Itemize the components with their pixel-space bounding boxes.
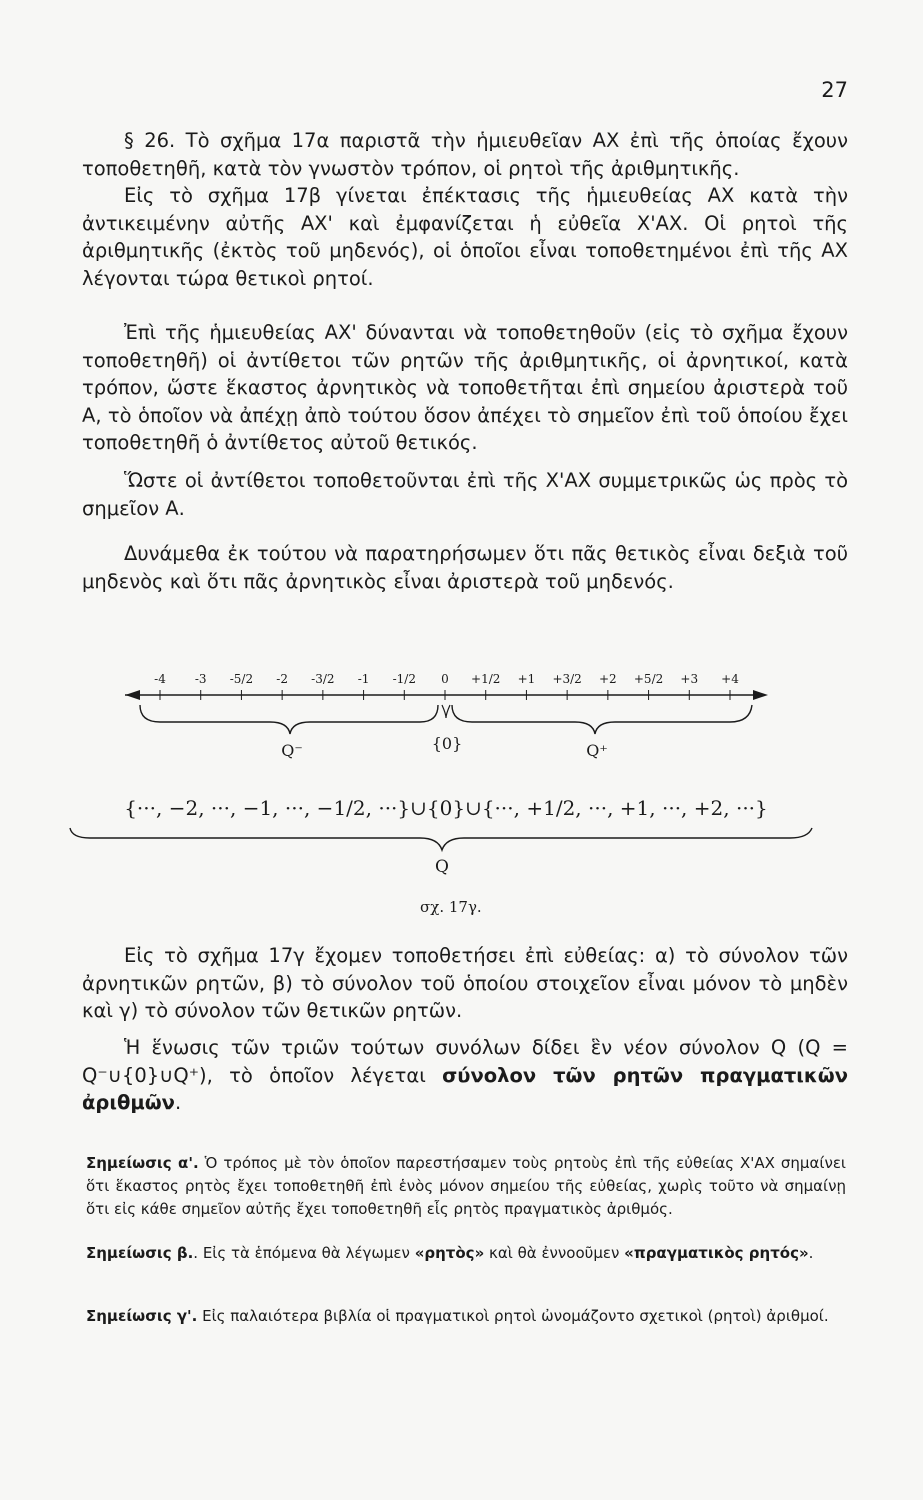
set-label: Q [435,857,449,877]
axis-tick-label: -5/2 [229,672,254,686]
note-gamma: Σημείωσις γ'. Εἰς παλαιότερα βιβλία οἱ πραγματικοὶ ρητοὶ ὠνομάζοντο σχετικοὶ (ρητοὶ) ἀριθμοί. [86,1307,829,1325]
note-beta: Σημείωσις β.. Εἰς τὰ ἑπόμενα θὰ λέγωμεν «ρητὸς» καὶ θὰ ἐννοοῦμεν «πραγματικὸς ρητός». [86,1244,814,1262]
figure-17c [0,650,923,930]
axis-tick-label: +2 [599,672,617,686]
left-arrow-icon [125,690,140,700]
brace-zero [442,705,450,718]
brace-negative [140,705,438,734]
brace-negative-label: Q⁻ [281,741,303,760]
axis-tick-label: +3/2 [552,672,582,686]
note-alpha: Σημείωσις α'. Ὁ τρόπος μὲ τὸν ὁποῖον παρεστήσαμεν τοὺς ρητοὺς ἐπὶ τῆς εὐθείας Χ'ΑΧ σημαίνει ὅτι ἕκαστος ρητὸς ἔχει τοποθετηθῆ ἐπὶ ἑνὸς μόνον σημείου τῆς εὐθείας, χωρὶς τοῦτο νὰ σημαίνῃ ὅτι εἰς κάθε σημεῖον αὐτῆς ἔχει τοποθετηθῆ εἷς ρητὸς πραγματικὸς ἀριθμός. [86,1154,847,1218]
paragraph-observation: Δυνάμεθα ἐκ τούτου νὰ παρατηρήσωμεν ὅτι πᾶς θετικὸς εἶναι δεξιὰ τοῦ μηδενὸς καὶ ὅτι πᾶς ἀρνητικὸς εἶναι ἀριστερὰ τοῦ μηδενός. [82,542,848,593]
paragraph-fig-17b: Εἰς τὸ σχῆμα 17β γίνεται ἐπέκτασις τῆς ἡμιευθείας ΑΧ κατὰ τὴν ἀντικειμένην αὐτῆς ΑΧ' καὶ ἐμφανίζεται ἡ εὐθεῖα Χ'ΑΧ. Οἱ ρητοὶ τῆς ἀριθμητικῆς (ἐκτὸς τοῦ μηδενός), οἱ ὁποῖοι εἶναι τοποθετημένοι ἐπὶ τῆς ΑΧ λέγονται τώρα θετικοὶ ρητοί. [82,184,848,290]
axis-tick-label: +5/2 [633,672,664,686]
paragraph-symmetry: Ὥστε οἱ ἀντίθετοι τοποθετοῦνται ἐπὶ τῆς Χ'ΑΧ συμμετρικῶς ὡς πρὸς τὸ σημεῖον Α. [82,469,848,520]
axis-tick-label: -4 [154,672,166,686]
paragraph-negatives: Ἐπὶ τῆς ἡμιευθείας ΑΧ' δύνανται νὰ τοποθετηθοῦν (εἰς τὸ σχῆμα ἔχουν τοποθετηθῆ) οἱ ἀντίθετοι τῶν ρητῶν τῆς ἀριθμητικῆς, οἱ ἀρνητικοί, κατὰ τρόπον, ὥστε ἕκαστος ἀρνητικὸς νὰ τοποθετῆται ἐπὶ σημείου ἀριστερὰ τοῦ Α, τὸ ὁποῖον νὰ ἀπέχῃ ἀπὸ τούτου ὅσον ἀπέχει τὸ σημεῖον ἐπὶ τοῦ ὁποίου ἔχει τοποθετηθῆ ὁ ἀντίθετος αὐτοῦ θετικός. [82,321,848,454]
axis-tick-label: +1/2 [471,672,501,686]
axis-tick-label: 0 [441,672,449,686]
note-beta-label: Σημείωσις β. [86,1244,194,1262]
paragraph-section-26: § 26. Τὸ σχῆμα 17α παριστᾶ τὴν ἡμιευθεῖαν ΑΧ ἐπὶ τῆς ὁποίας ἔχουν τοποθετηθῆ, κατὰ τὸν γνωστὸν τρόπον, οἱ ρητοὶ τῆς ἀριθμητικῆς. [82,129,848,180]
axis-tick-label: -3 [194,672,207,686]
axis-tick-label: +4 [721,672,739,686]
note-alpha-label: Σημείωσις α'. [86,1154,199,1172]
brace-positive-label: Q⁺ [586,741,608,760]
axis-tick-label: -3/2 [311,672,335,686]
brace-zero-label: {0} [431,734,463,753]
term-real-rationals: σύνολον τῶν ρητῶν πραγματικῶν ἀριθμῶν [82,1063,848,1114]
paragraph-union: Ἡ ἕνωσις τῶν τριῶν τούτων συνόλων δίδει ἓν νέον σύνολον Q (Q = Q⁻∪{0}∪Q⁺), τὸ ὁποῖον λέγεται σύνολον τῶν ρητῶν πραγματικῶν ἀριθμῶν. [82,1036,848,1114]
set-expression: {···, −2, ···, −1, ···, −1/2, ···}∪{0}∪{···, +1/2, ···, +1, ···, +2, ···} [124,796,768,820]
axis-tick-label: -1 [357,672,370,686]
brace-set [70,828,812,850]
number-line-diagram [0,650,923,910]
axis-tick-label: -2 [276,672,288,686]
brace-positive [452,705,752,734]
note-gamma-label: Σημείωσις γ'. [86,1307,198,1325]
page-number: 27 [821,78,848,102]
axis-tick-label: +1 [517,672,536,686]
right-arrow-icon [753,690,768,700]
axis-tick-label: -1/2 [392,672,416,686]
axis-tick-label: +3 [680,672,699,686]
figure-caption: σχ. 17γ. [420,898,482,916]
paragraph-fig-17c: Εἰς τὸ σχῆμα 17γ ἔχομεν τοποθετήσει ἐπὶ εὐθείας: α) τὸ σύνολον τῶν ἀρνητικῶν ρητῶν, β) τὸ σύνολον τοῦ ὁποίου στοιχεῖον εἶναι μόνον τὸ μηδὲν καὶ γ) τὸ σύνολον τῶν θετικῶν ρητῶν. [82,944,848,1022]
